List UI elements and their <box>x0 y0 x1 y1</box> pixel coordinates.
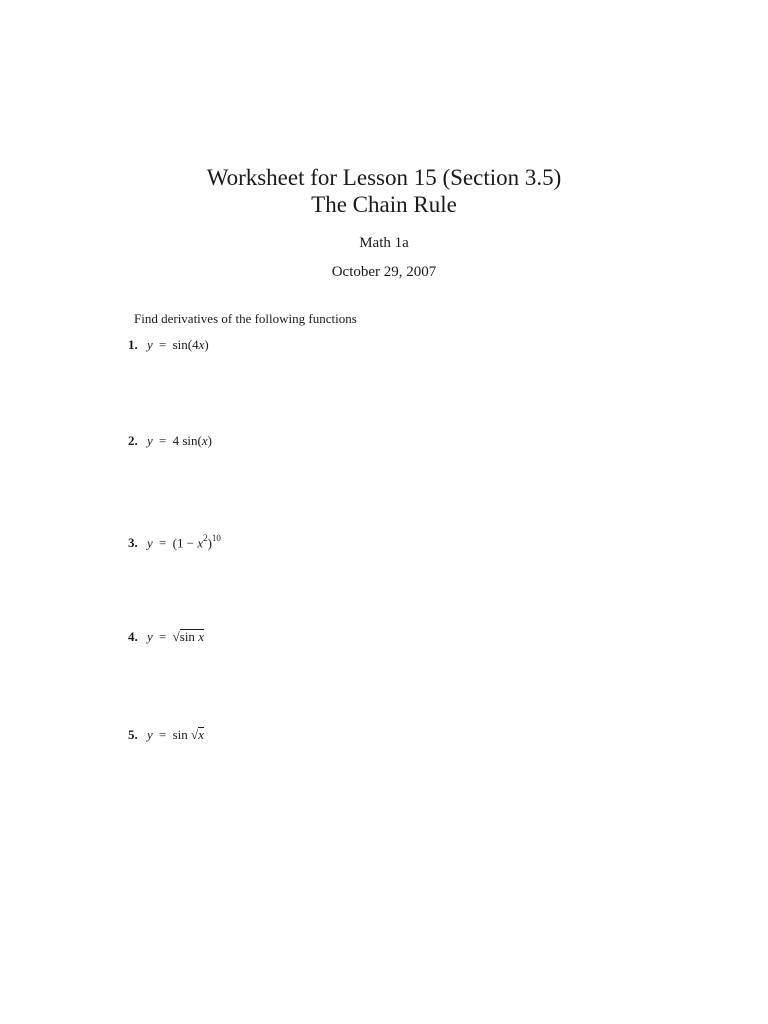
problem-rhs: 4 sin( <box>172 433 202 448</box>
radical-sign-icon: √ <box>191 727 199 742</box>
problem-4 <box>128 629 204 645</box>
radicand-function: sin <box>179 629 195 644</box>
radicand <box>180 629 204 644</box>
course-name: Math 1a <box>359 235 409 251</box>
problem-number: 3. <box>128 535 138 551</box>
problem-lhs: y <box>147 535 153 551</box>
worksheet-date: October 29, 2007 <box>331 264 437 280</box>
worksheet-title: Worksheet for Lesson 15 (Section 3.5) <box>206 165 562 190</box>
inner-exponent: 2 <box>203 533 208 543</box>
problem-number: 4. <box>128 629 138 644</box>
square-root <box>173 629 204 645</box>
problem-rhs: sin(4 <box>172 337 199 352</box>
problem-variable: x <box>198 337 205 352</box>
problem-5 <box>128 727 204 743</box>
problem-variable: x <box>201 433 208 448</box>
problem-1 <box>128 337 209 353</box>
problem-number: 5. <box>128 727 138 742</box>
problem-function: sin <box>172 727 188 742</box>
instructions: Find derivatives of the following functions <box>134 311 357 326</box>
problem-number: 1. <box>128 337 138 352</box>
problem-rhs-end: ) <box>207 433 212 448</box>
outer-exponent: 10 <box>211 533 221 543</box>
problem-3 <box>128 531 221 551</box>
equals-sign: = <box>159 727 167 742</box>
radical-sign-icon: √ <box>172 629 180 644</box>
problem-lhs: y <box>147 629 153 644</box>
radicand-variable: x <box>198 629 204 644</box>
problem-variable: x <box>197 535 204 551</box>
problem-rhs: (1 − <box>172 535 195 551</box>
problem-rhs-end: ) <box>207 535 212 551</box>
problem-2 <box>128 433 212 449</box>
problem-lhs: y <box>147 727 153 742</box>
problem-lhs: y <box>147 337 153 352</box>
radicand-variable: x <box>198 727 204 742</box>
equals-sign: = <box>159 535 167 551</box>
equals-sign: = <box>159 337 167 352</box>
problem-rhs-end: ) <box>204 337 209 352</box>
equals-sign: = <box>159 629 167 644</box>
equals-sign: = <box>159 433 167 448</box>
problem-lhs: y <box>147 433 153 448</box>
worksheet-subtitle: The Chain Rule <box>311 192 457 217</box>
square-root <box>191 727 204 743</box>
problem-number: 2. <box>128 433 138 448</box>
